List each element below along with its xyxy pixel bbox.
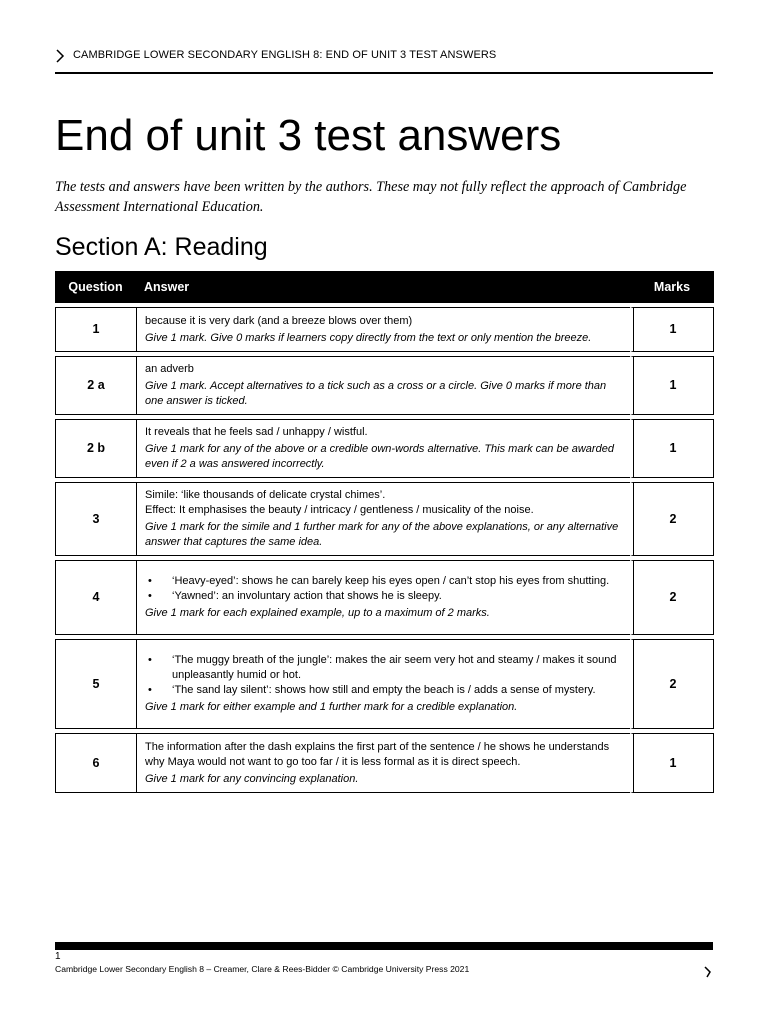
answer-cell xyxy=(136,356,630,415)
marks-value: 1 xyxy=(630,419,714,478)
answer-bullet-list xyxy=(145,653,622,698)
table-row xyxy=(55,482,714,556)
table-row xyxy=(55,639,714,729)
answers-table-body xyxy=(55,303,714,793)
answer-text: Effect: It emphasises the beauty / intricacy / gentleness / musicality of the noise. xyxy=(145,504,534,516)
page-number: 1 xyxy=(55,951,61,962)
answer-text: because it is very dark (and a breeze blows over them) xyxy=(145,314,413,327)
answers-table xyxy=(55,271,714,793)
marks-value: 2 xyxy=(630,482,714,556)
table-header-row xyxy=(55,271,714,303)
header-text: CAMBRIDGE LOWER SECONDARY ENGLISH 8: END OF UNIT 3 TEST ANSWERS xyxy=(73,49,497,61)
answer-bullet: • ‘The muggy breath of the jungle’: makes the air seem very hot and steamy / makes it sound unpleasantly humid or hot. xyxy=(145,653,622,683)
chevron-right-icon xyxy=(703,965,713,979)
footer-bar xyxy=(55,942,713,950)
marks-value: 2 xyxy=(630,639,714,729)
answer-cell xyxy=(136,419,630,478)
table-row xyxy=(55,356,714,415)
chevron-right-icon xyxy=(55,48,65,64)
footer-text: Cambridge Lower Secondary English 8 – Creamer, Clare & Rees-Bidder © Cambridge University Press 2021 xyxy=(55,964,470,974)
answer-text: It reveals that he feels sad / unhappy / wistful. xyxy=(145,426,368,438)
page-title: End of unit 3 test answers xyxy=(55,111,562,160)
marking-note: Give 1 mark for either example and 1 further mark for a credible explanation. xyxy=(145,701,518,713)
answer-bullet: • ‘Yawned’: an involuntary action that shows he is sleepy. xyxy=(145,589,622,604)
answer-cell xyxy=(136,733,630,793)
answer-text: Simile: ‘like thousands of delicate crystal chimes’. xyxy=(145,489,386,501)
question-number: 1 xyxy=(55,307,136,352)
marking-note: Give 1 mark for any of the above or a credible own-words alternative. This mark can be awarded even if 2 a was answered incorrectly. xyxy=(145,443,614,470)
table-row xyxy=(55,560,714,635)
marking-note: Give 1 mark. Accept alternatives to a tick such as a cross or a circle. Give 0 marks if more than one answer is ticked. xyxy=(145,380,607,407)
answer-cell xyxy=(136,307,630,352)
marks-value: 2 xyxy=(630,560,714,635)
marking-note: Give 1 mark for each explained example, up to a maximum of 2 marks. xyxy=(145,607,490,619)
answer-cell xyxy=(136,560,630,635)
question-number: 6 xyxy=(55,733,136,793)
marking-note: Give 1 mark for the simile and 1 further mark for any of the above explanations, or any alternative answer that captures the same idea. xyxy=(145,521,619,548)
table-row xyxy=(55,419,714,478)
marks-value: 1 xyxy=(630,356,714,415)
question-number: 4 xyxy=(55,560,136,635)
answer-text: The information after the dash explains the first part of the sentence / he shows he understands why Maya would not want to go too far / it is less formal as it is direct speech. xyxy=(145,740,610,768)
answer-bullet-list xyxy=(145,574,622,604)
answer-bullet: • ‘Heavy-eyed’: shows he can barely keep his eyes open / can’t stop his eyes from shutting. xyxy=(145,574,622,589)
answer-cell xyxy=(136,482,630,556)
section-title: Section A: Reading xyxy=(55,233,268,261)
marking-note: Give 1 mark. Give 0 marks if learners copy directly from the text or only mention the breeze. xyxy=(145,331,592,344)
question-number: 2 b xyxy=(55,419,136,478)
answer-cell xyxy=(136,639,630,729)
intro-text: The tests and answers have been written by the authors. These may not fully reflect the approach of Cambridge Assessment International Education. xyxy=(55,179,687,215)
marks-column-header: Marks xyxy=(630,271,714,303)
question-number: 3 xyxy=(55,482,136,556)
question-number: 5 xyxy=(55,639,136,729)
marks-value: 1 xyxy=(630,307,714,352)
question-number: 2 a xyxy=(55,356,136,415)
table-row xyxy=(55,307,714,352)
answer-bullet: • ‘The sand lay silent’: shows how still and empty the beach is / adds a sense of mystery. xyxy=(145,683,622,698)
marking-note: Give 1 mark for any convincing explanation. xyxy=(145,772,359,785)
answer-column-header: Answer xyxy=(136,271,630,303)
answer-text: an adverb xyxy=(145,363,194,375)
page-header xyxy=(55,46,713,74)
question-column-header: Question xyxy=(55,271,136,303)
table-row xyxy=(55,733,714,793)
marks-value: 1 xyxy=(630,733,714,793)
